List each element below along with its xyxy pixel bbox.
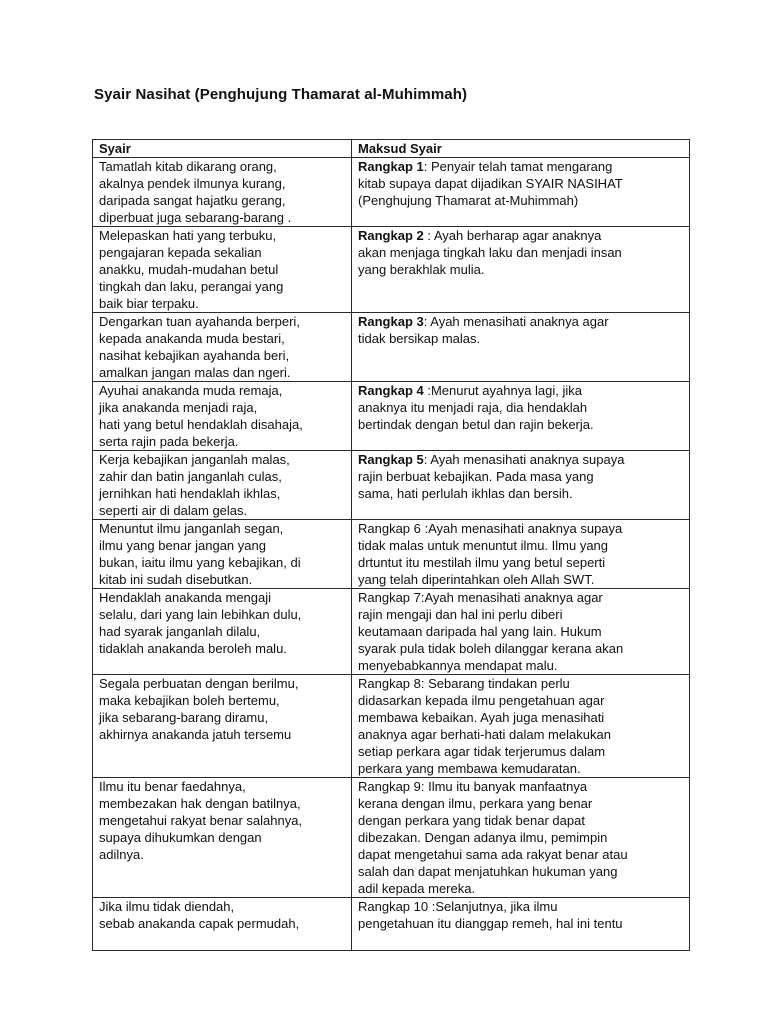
maksud-line: syarak pula tidak boleh dilanggar kerana akan — [358, 641, 624, 656]
syair-cell — [93, 675, 352, 778]
table-row — [93, 898, 690, 951]
table-row — [93, 158, 690, 227]
maksud-line: Rangkap 6 :Ayah menasihati anaknya supaya — [358, 521, 623, 536]
table-row — [93, 520, 690, 589]
maksud-line: Rangkap 10 :Selanjutnya, jika ilmu — [358, 899, 558, 914]
syair-line: hati yang betul hendaklah disahaja, — [99, 417, 303, 432]
rangkap-label: Rangkap 1 — [358, 159, 424, 174]
syair-cell — [93, 778, 352, 898]
maksud-line: membawa kebaikan. Ayah juga menasihati — [358, 710, 605, 725]
maksud-text: : Ayah berharap agar anaknya — [423, 228, 602, 243]
maksud-line: dapat mengetahui sama ada rakyat benar atau — [358, 847, 628, 862]
maksud-cell — [352, 675, 690, 778]
syair-line: nasihat kebajikan ayahanda beri, — [99, 348, 290, 363]
syair-line: tingkah dan laku, perangai yang — [99, 279, 284, 294]
maksud-line: dibezakan. Dengan adanya ilmu, pemimpin — [358, 830, 608, 845]
syair-cell — [93, 382, 352, 451]
maksud-line: tidak malas untuk menuntut ilmu. Ilmu yang — [358, 538, 609, 553]
syair-line: ilmu yang benar jangan yang — [99, 538, 266, 553]
syair-line: Segala perbuatan dengan berilmu, — [99, 676, 299, 691]
maksud-line: perkara yang membawa kemudaratan. — [358, 761, 581, 776]
syair-line: Ayuhai anakanda muda remaja, — [99, 383, 283, 398]
maksud-cell — [352, 589, 690, 675]
maksud-cell — [352, 778, 690, 898]
maksud-line: Rangkap 7:Ayah menasihati anaknya agar — [358, 590, 603, 605]
header-maksud-syair: Maksud Syair — [352, 140, 690, 158]
syair-line: anakku, mudah-mudahan betul — [99, 262, 279, 277]
syair-cell — [93, 898, 352, 951]
syair-line: kitab ini sudah disebutkan. — [99, 572, 253, 587]
maksud-line: menyebabkannya mendapat malu. — [358, 658, 558, 673]
syair-line: membezakan hak dengan batilnya, — [99, 796, 301, 811]
rangkap-label: Rangkap 2 — [358, 228, 424, 243]
syair-line: jika sebarang-barang diramu, — [99, 710, 269, 725]
maksud-cell — [352, 227, 690, 313]
table-header-row — [93, 140, 690, 158]
maksud-line — [358, 227, 686, 244]
maksud-line: drtuntut itu mestilah ilmu yang betul seperti — [358, 555, 606, 570]
syair-table — [92, 139, 690, 951]
maksud-cell — [352, 382, 690, 451]
syair-line: akhirnya anakanda jatuh tersemu — [99, 727, 292, 742]
syair-line: Jika ilmu tidak diendah, — [99, 899, 235, 914]
maksud-text: : Penyair telah tamat mengarang — [423, 159, 613, 174]
syair-cell — [93, 589, 352, 675]
maksud-text: : Ayah menasihati anaknya supaya — [423, 452, 625, 467]
maksud-text: : Ayah menasihati anaknya agar — [423, 314, 609, 329]
maksud-line: yang berakhlak mulia. — [358, 262, 485, 277]
maksud-line: bertindak dengan betul dan rajin bekerja. — [358, 417, 594, 432]
maksud-line — [358, 382, 686, 399]
table-row — [93, 227, 690, 313]
syair-line: seperti air di dalam gelas. — [99, 503, 248, 518]
table-row — [93, 778, 690, 898]
maksud-line: yang telah diperintahkan oleh Allah SWT. — [358, 572, 595, 587]
header-syair: Syair — [93, 140, 352, 158]
maksud-line: (Penghujung Thamarat at-Muhimmah) — [358, 193, 579, 208]
syair-line: jernihkan hati hendaklah ikhlas, — [99, 486, 281, 501]
maksud-cell — [352, 158, 690, 227]
syair-line: maka kebajikan boleh bertemu, — [99, 693, 280, 708]
syair-line: Tamatlah kitab dikarang orang, — [99, 159, 277, 174]
syair-line: sebab anakanda capak permudah, — [99, 916, 300, 931]
syair-line: Ilmu itu benar faedahnya, — [99, 779, 246, 794]
syair-cell — [93, 451, 352, 520]
maksud-line: kitab supaya dapat dijadikan SYAIR NASIHAT — [358, 176, 623, 191]
syair-line: mengetahui rakyat benar salahnya, — [99, 813, 303, 828]
rangkap-label: Rangkap 4 — [358, 383, 424, 398]
maksud-line: tidak bersikap malas. — [358, 331, 481, 346]
syair-line: Melepaskan hati yang terbuku, — [99, 228, 277, 243]
document-title: Syair Nasihat (Penghujung Thamarat al-Muhimmah) — [94, 86, 468, 103]
syair-line: tidaklah anakanda beroleh malu. — [99, 641, 287, 656]
maksud-line — [358, 313, 686, 330]
maksud-line — [358, 158, 686, 175]
syair-line: daripada sangat hajatku gerang, — [99, 193, 286, 208]
maksud-line: Rangkap 8: Sebarang tindakan perlu — [358, 676, 570, 691]
maksud-line: adil kepada mereka. — [358, 881, 476, 896]
table-row — [93, 382, 690, 451]
syair-line: pengajaran kepada sekalian — [99, 245, 262, 260]
maksud-line: akan menjaga tingkah laku dan menjadi insan — [358, 245, 622, 260]
syair-line: selalu, dari yang lain lebihkan dulu, — [99, 607, 302, 622]
table-row — [93, 313, 690, 382]
maksud-cell — [352, 451, 690, 520]
maksud-line: rajin mengaji dan hal ini perlu diberi — [358, 607, 563, 622]
syair-line: Menuntut ilmu janganlah segan, — [99, 521, 284, 536]
maksud-line: rajin berbuat kebajikan. Pada masa yang — [358, 469, 594, 484]
syair-cell — [93, 227, 352, 313]
syair-line: Dengarkan tuan ayahanda berperi, — [99, 314, 300, 329]
maksud-line: anaknya agar berhati-hati dalam melakukan — [358, 727, 611, 742]
syair-line: Hendaklah anakanda mengaji — [99, 590, 272, 605]
syair-cell — [93, 158, 352, 227]
maksud-line: dengan perkara yang tidak benar dapat — [358, 813, 585, 828]
syair-line: baik biar terpaku. — [99, 296, 199, 311]
syair-line: amalkan jangan malas dan ngeri. — [99, 365, 291, 380]
maksud-line: anaknya itu menjadi raja, dia hendaklah — [358, 400, 588, 415]
syair-line: adilnya. — [99, 847, 144, 862]
syair-line: had syarak janganlah dilalu, — [99, 624, 261, 639]
rangkap-label: Rangkap 5 — [358, 452, 424, 467]
syair-line: jika anakanda menjadi raja, — [99, 400, 258, 415]
maksud-line: kerana dengan ilmu, perkara yang benar — [358, 796, 593, 811]
syair-line: diperbuat juga sebarang-barang . — [99, 210, 292, 225]
syair-line: bukan, iaitu ilmu yang kebajikan, di — [99, 555, 301, 570]
maksud-line: salah dan dapat menjatuhkan hukuman yang — [358, 864, 618, 879]
maksud-cell — [352, 520, 690, 589]
syair-cell — [93, 520, 352, 589]
maksud-line: setiap perkara agar tidak terjerumus dalam — [358, 744, 606, 759]
syair-line: Kerja kebajikan janganlah malas, — [99, 452, 290, 467]
maksud-cell — [352, 898, 690, 951]
maksud-line: didasarkan kepada ilmu pengetahuan agar — [358, 693, 605, 708]
syair-line: kepada anakanda muda bestari, — [99, 331, 285, 346]
table-row — [93, 675, 690, 778]
maksud-line: Rangkap 9: Ilmu itu banyak manfaatnya — [358, 779, 588, 794]
maksud-line: keutamaan daripada hal yang lain. Hukum — [358, 624, 602, 639]
syair-line: supaya dihukumkan dengan — [99, 830, 262, 845]
maksud-text: :Menurut ayahnya lagi, jika — [423, 383, 583, 398]
maksud-cell — [352, 313, 690, 382]
syair-line: serta rajin pada bekerja. — [99, 434, 239, 449]
syair-cell — [93, 313, 352, 382]
syair-line: akalnya pendek ilmunya kurang, — [99, 176, 286, 191]
table-body — [93, 158, 690, 951]
table-row — [93, 451, 690, 520]
syair-line: zahir dan batin janganlah culas, — [99, 469, 282, 484]
maksud-line: sama, hati perlulah ikhlas dan bersih. — [358, 486, 573, 501]
maksud-line — [358, 451, 686, 468]
table-row — [93, 589, 690, 675]
maksud-line: pengetahuan itu dianggap remeh, hal ini tentu — [358, 916, 623, 931]
rangkap-label: Rangkap 3 — [358, 314, 424, 329]
